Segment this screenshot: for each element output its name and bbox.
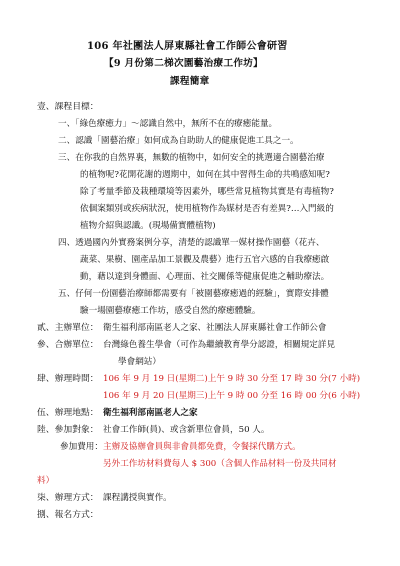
participants-value: 社會工作師(員)、或含新單位會員，50 人。 bbox=[103, 425, 270, 435]
organizer-value: 衛生福利部南區老人之家、社團法人屏東縣社會工作師公會 bbox=[103, 323, 327, 333]
title-line-2: 【9 月份第二梯次園藝治療工作坊】 bbox=[104, 58, 264, 69]
goal-item-3-line-4: 依個案類別或疾病狀況，使用植物作為媒材是否有差異?…入門級的 bbox=[80, 204, 334, 214]
session-time-1: 106 年 9 月 19 日(星期二)上午 9 時 30 分至 17 時 30 分(7 小時) bbox=[103, 374, 361, 384]
goal-item-1: 一、「綠色療癒力」～認識自然中，無所不在的療癒能量。 bbox=[58, 119, 278, 129]
fee-line-1: 主辦及協辦會員與非會員都免費，令餐採代購方式。 bbox=[103, 442, 301, 452]
section-5-heading: 伍、辦理地點： bbox=[37, 408, 99, 418]
goal-item-3-line-3: 除了考量季節及栽種環境等因素外，哪些常見植物其實是有毒植物? bbox=[80, 187, 334, 197]
section-7-heading: 柒、辦理方式： bbox=[37, 493, 99, 503]
goal-item-4-line-2: 蔬菜、果樹、園產品加工景觀及農藝）進行五官六感的自我療癒啟 bbox=[80, 255, 330, 265]
goal-item-3-line-1: 三、在你我的自然界裏，無數的植物中，如何安全的挑選適合園藝治療 bbox=[58, 153, 325, 163]
title-line-3: 課程簡章 bbox=[170, 76, 210, 87]
goal-item-5-line-1: 五、仔何一份園藝治療師都需要有「被園藝療癒過的經驗」，實際安排體 bbox=[58, 289, 329, 299]
goal-item-3-line-5: 植物介紹與認識。(現場備實體植物) bbox=[80, 221, 216, 231]
goal-item-2: 二、認識「園藝治療」如何成為自助助人的健康促進工具之一。 bbox=[58, 136, 299, 146]
co-organizer-line-2: 學會網站） bbox=[118, 357, 161, 367]
section-2-heading: 貳、主辦單位： bbox=[37, 323, 99, 333]
section-4-heading: 肆、辦理時間： bbox=[37, 374, 99, 384]
section-1-heading: 壹、課程目標： bbox=[37, 102, 99, 112]
method-value: 課程講授與實作。 bbox=[103, 493, 172, 503]
goal-item-4-line-3: 動，藉以達到身體面、心理面、社交關係等健康促進之輔助療法。 bbox=[80, 272, 330, 282]
fee-line-2: 另外工作坊材料費每人 $ 300（含個人作品材料一份及共同材 bbox=[103, 459, 337, 469]
venue-value: 衛生福利部南區老人之家 bbox=[103, 408, 198, 418]
title-line-1: 106 年社團法人屏東縣社會工作師公會研習 bbox=[87, 41, 288, 52]
goal-item-4-line-1: 四、透過國內外實務案例分享，清楚的認識單一媒材操作園藝（花卉、 bbox=[58, 238, 325, 248]
session-time-2: 106 年 9 月 20 日(星期三)上午 9 時 00 分至 16 時 00 分(6 小時) bbox=[103, 391, 361, 401]
goal-item-5-line-2: 驗一場園藝療癒工作坊，感受自然的療癒體驗。 bbox=[80, 306, 261, 316]
section-8-heading: 捌、報名方式： bbox=[37, 510, 99, 520]
co-organizer-line-1: 台灣綠色養生學會（可作為繼續教育學分認證，相關規定詳見 bbox=[103, 340, 336, 350]
section-3-heading: 參、合辦單位： bbox=[37, 340, 99, 350]
fee-label: 參加費用： bbox=[60, 442, 103, 452]
section-6-heading: 陸、參加對象： bbox=[37, 425, 99, 435]
goal-item-3-line-2: 的植物呢?花開花謝的週期中，如何在其中習得生命的共鳴感知呢? bbox=[80, 170, 330, 180]
fee-line-3: 料） bbox=[37, 476, 55, 486]
